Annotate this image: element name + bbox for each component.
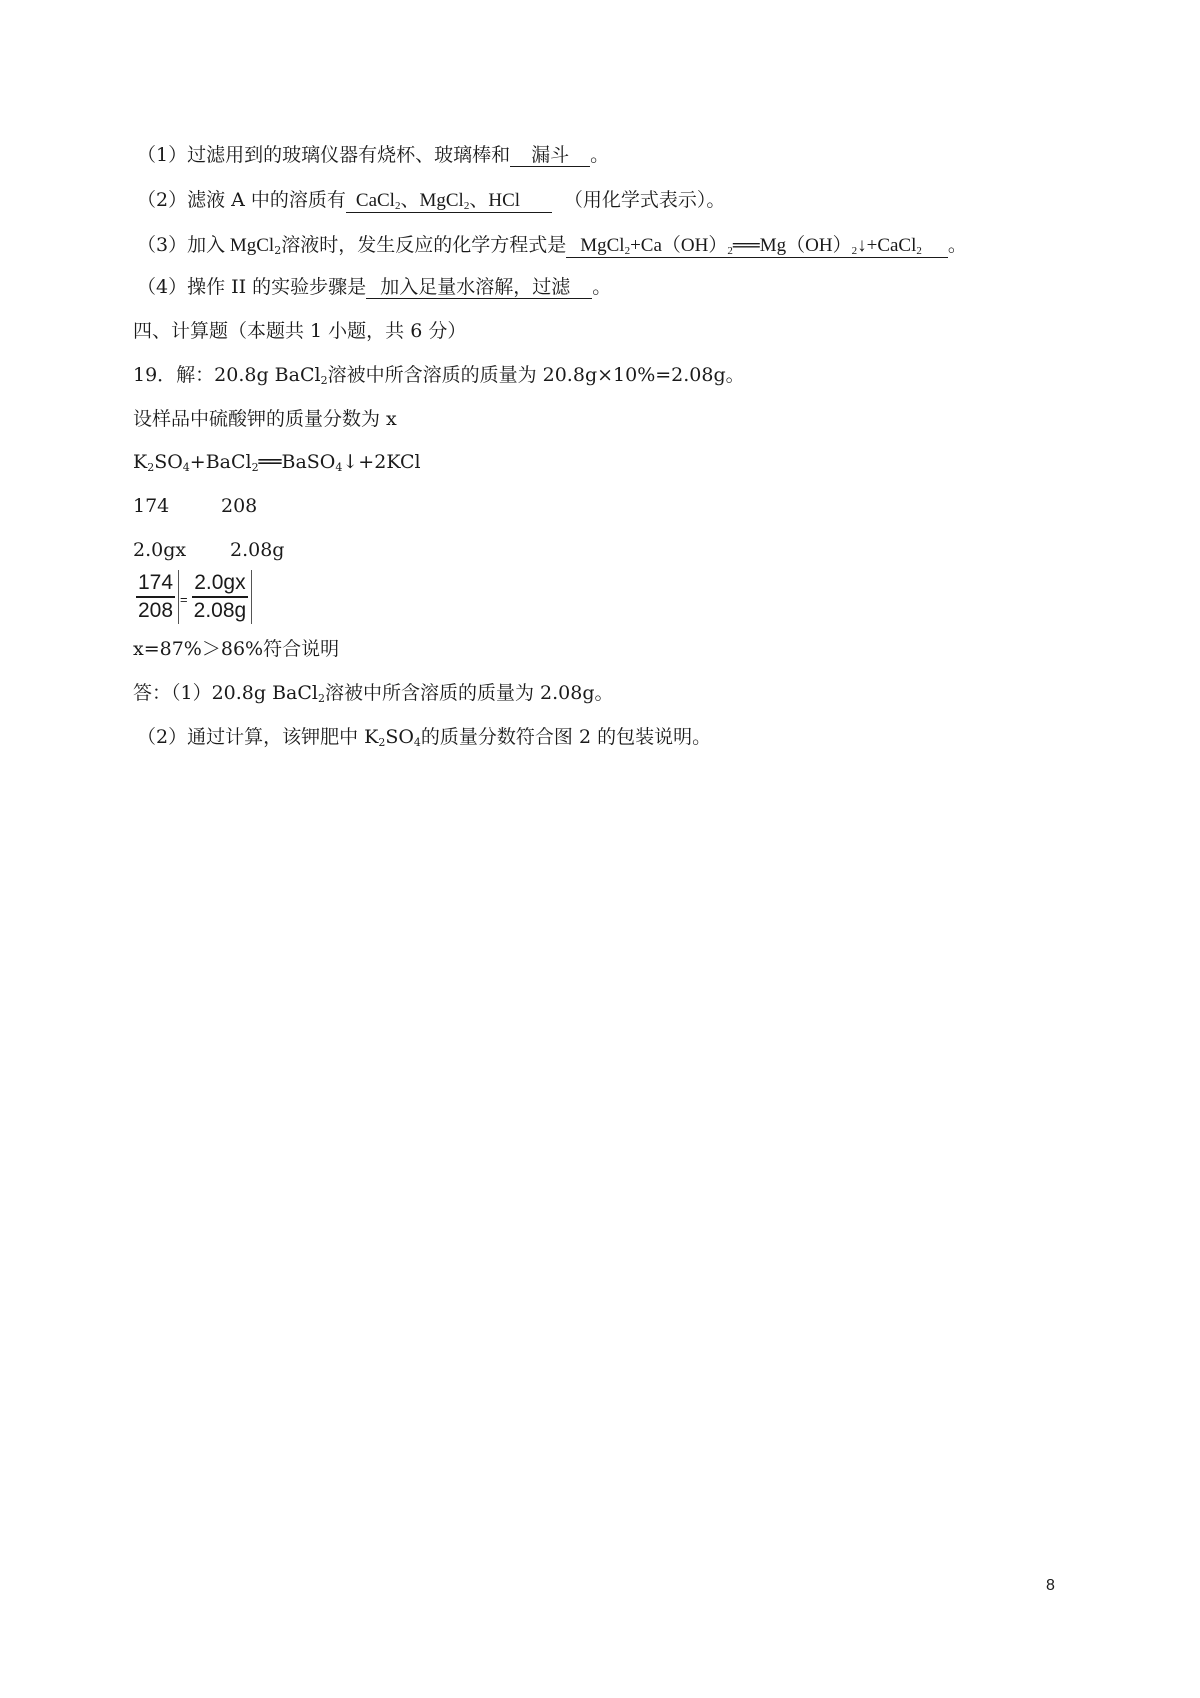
- answer-mgcl: MgCl: [419, 190, 464, 211]
- subscript: 2: [147, 461, 155, 474]
- question-4-text: 操作 II 的实验步骤是: [187, 276, 367, 298]
- answer-cacl: CaCl: [355, 190, 395, 211]
- question-1-answer: 漏斗: [510, 144, 590, 167]
- subscript: 4: [182, 461, 190, 474]
- subscript: 4: [335, 461, 343, 474]
- section-heading: 四、计算题（本题共 1 小题，共 6 分）: [133, 320, 467, 342]
- answer-text: 的质量分数符合图 2 的包装说明。: [420, 726, 712, 748]
- question-1-text: 过滤用到的玻璃仪器有烧杯、玻璃棒和: [187, 144, 511, 166]
- question-1: [137, 142, 609, 168]
- mass-k2so4: 2.0gx: [133, 539, 187, 561]
- equation-part: ↓+2KCl: [342, 451, 421, 473]
- subscript: 2: [251, 461, 259, 474]
- question-3-number: （3）: [137, 234, 188, 256]
- question-2: [137, 187, 725, 213]
- subscript: 2: [274, 244, 282, 257]
- mass-bacl2: 2.08g: [230, 539, 285, 561]
- question-3-end: 。: [947, 234, 967, 256]
- answer-text: 答：（1）20.8g BaCl: [133, 682, 318, 704]
- fraction-equals: =: [180, 591, 188, 607]
- question-1-end: 。: [590, 144, 610, 166]
- question-2-answer: [346, 190, 552, 213]
- fraction-left-numerator: 174: [136, 570, 175, 598]
- equation-part: ══BaSO: [258, 451, 336, 473]
- answer-text: （2）通过计算，该钾肥中 K: [137, 726, 379, 748]
- molar-mass-bacl2: 208: [221, 495, 258, 517]
- equation-part: +BaCl: [189, 451, 252, 473]
- subscript: 2: [851, 245, 858, 257]
- equation-part: MgCl: [580, 235, 625, 256]
- fraction-right-denominator: 2.08g: [193, 599, 247, 622]
- question-2-text: 滤液 A 中的溶质有: [187, 189, 346, 211]
- question-4-end: 。: [592, 276, 612, 298]
- equation-part: ══Mg（OH）: [732, 235, 852, 256]
- question-4-answer: 加入足量水溶解，过滤: [366, 276, 592, 299]
- equation-part: SO: [154, 451, 183, 473]
- question-3-text-a: 加入 MgCl: [187, 235, 275, 256]
- molar-mass-row-b: [221, 493, 257, 519]
- subscript: 2: [320, 374, 328, 387]
- separator: 、: [469, 190, 489, 211]
- question-3-text-b: 溶液时，发生反应的化学方程式是: [281, 234, 567, 256]
- solution-text: 19．解：20.8g BaCl: [133, 364, 321, 386]
- solution-line-2: 设样品中硫酸钾的质量分数为 x: [133, 408, 397, 430]
- subscript: 2: [378, 736, 386, 749]
- subscript: 2: [727, 245, 733, 257]
- subscript: 2: [916, 245, 922, 257]
- subscript: 2: [463, 200, 470, 212]
- question-3: [137, 232, 967, 259]
- solution-result: x=87%＞86%符合说明: [133, 638, 340, 660]
- question-4: [137, 274, 611, 300]
- solution-text: 溶被中所含溶质的质量为 20.8g×10%=2.08g。: [327, 364, 745, 386]
- fraction-right-numerator: 2.0gx: [192, 570, 247, 598]
- subscript: 2: [318, 692, 325, 705]
- molar-mass-row: [133, 493, 169, 519]
- fraction-left-denominator: 208: [138, 599, 174, 622]
- equation-part: K: [133, 451, 148, 473]
- proportion-fraction: [133, 570, 252, 624]
- subscript: 2: [394, 200, 401, 212]
- fraction-right: [189, 570, 253, 624]
- equation-part: +Ca（OH）: [630, 235, 728, 256]
- mass-row: [133, 537, 186, 563]
- page-number: 8: [1046, 1577, 1055, 1594]
- answer-text: 溶被中所含溶质的质量为 2.08g。: [325, 682, 614, 704]
- answer-line-1: [133, 680, 614, 706]
- solution-line-1: [133, 362, 745, 388]
- answer-hcl: HCl: [488, 190, 521, 211]
- separator: 、: [400, 190, 420, 211]
- answer-text: SO: [385, 726, 414, 748]
- molar-mass-k2so4: 174: [133, 495, 170, 517]
- question-3-answer: [566, 235, 948, 258]
- question-2-end: （用化学式表示）。: [563, 189, 726, 211]
- question-4-number: （4）: [137, 276, 188, 298]
- chemical-equation: [133, 449, 421, 475]
- equation-part: ↓+CaCl: [857, 235, 917, 256]
- answer-line-2: [137, 724, 711, 750]
- subscript: 2: [624, 245, 631, 257]
- mass-row-b: [230, 537, 284, 563]
- fraction-left: [133, 570, 179, 624]
- question-1-number: （1）: [137, 144, 188, 166]
- subscript: 4: [413, 736, 421, 749]
- question-2-number: （2）: [137, 189, 188, 211]
